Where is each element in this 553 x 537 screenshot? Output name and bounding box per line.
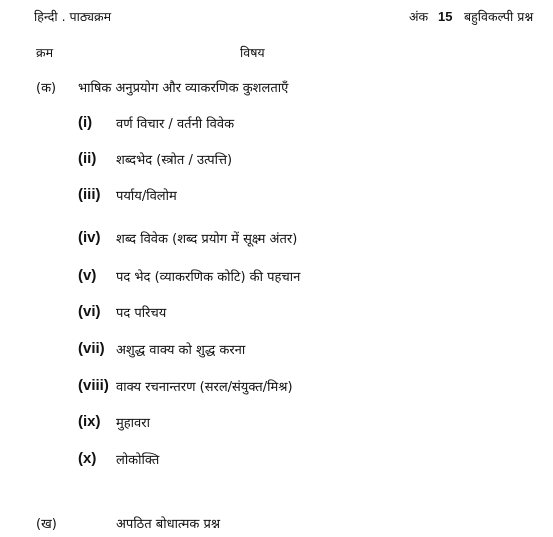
item-text: शब्द विवेक (शब्द प्रयोग में सूक्ष्म अंतर) (116, 232, 298, 247)
item-number: (ix) (78, 413, 101, 430)
item-text: शब्दभेद (स्त्रोत / उत्पत्ति) (116, 153, 233, 168)
document-subject: हिन्दी . पाठ्यक्रम (34, 9, 112, 24)
question-type: बहुविकल्पी प्रश्न (464, 9, 534, 24)
item-text: पर्याय/विलोम (116, 189, 177, 204)
column-topic-heading: विषय (240, 45, 265, 60)
item-text: अशुद्ध वाक्य को शुद्ध करना (116, 343, 246, 358)
item-number: (x) (78, 450, 97, 467)
item-text: पद भेद (व्याकरणिक कोटि) की पहचान (116, 270, 301, 285)
item-number: (iii) (78, 186, 101, 203)
column-serial-heading: क्रम (36, 45, 54, 60)
section-b-label: (ख) (36, 517, 57, 532)
item-number: (viii) (78, 377, 109, 394)
item-number: (vi) (78, 303, 101, 320)
item-number: (v) (78, 267, 97, 284)
section-a-label: (क) (36, 81, 57, 96)
item-text: पद परिचय (116, 306, 167, 321)
item-number: (i) (78, 114, 93, 131)
item-text: वाक्य रचनान्तरण (सरल/संयुक्त/मिश्र) (116, 380, 293, 395)
item-number: (ii) (78, 150, 97, 167)
item-text: मुहावरा (116, 416, 150, 431)
marks-value: 15 (438, 9, 453, 24)
section-b-title: अपठित बोधात्मक प्रश्न (116, 517, 221, 532)
item-text: लोकोक्ति (116, 453, 160, 468)
item-number: (iv) (78, 229, 101, 246)
item-number: (vii) (78, 340, 105, 357)
marks-label: अंक (409, 9, 429, 24)
section-a-title: भाषिक अनुप्रयोग और व्याकरणिक कुशलताऍं (78, 81, 289, 96)
item-text: वर्ण विचार / वर्तनी विवेक (116, 117, 235, 132)
